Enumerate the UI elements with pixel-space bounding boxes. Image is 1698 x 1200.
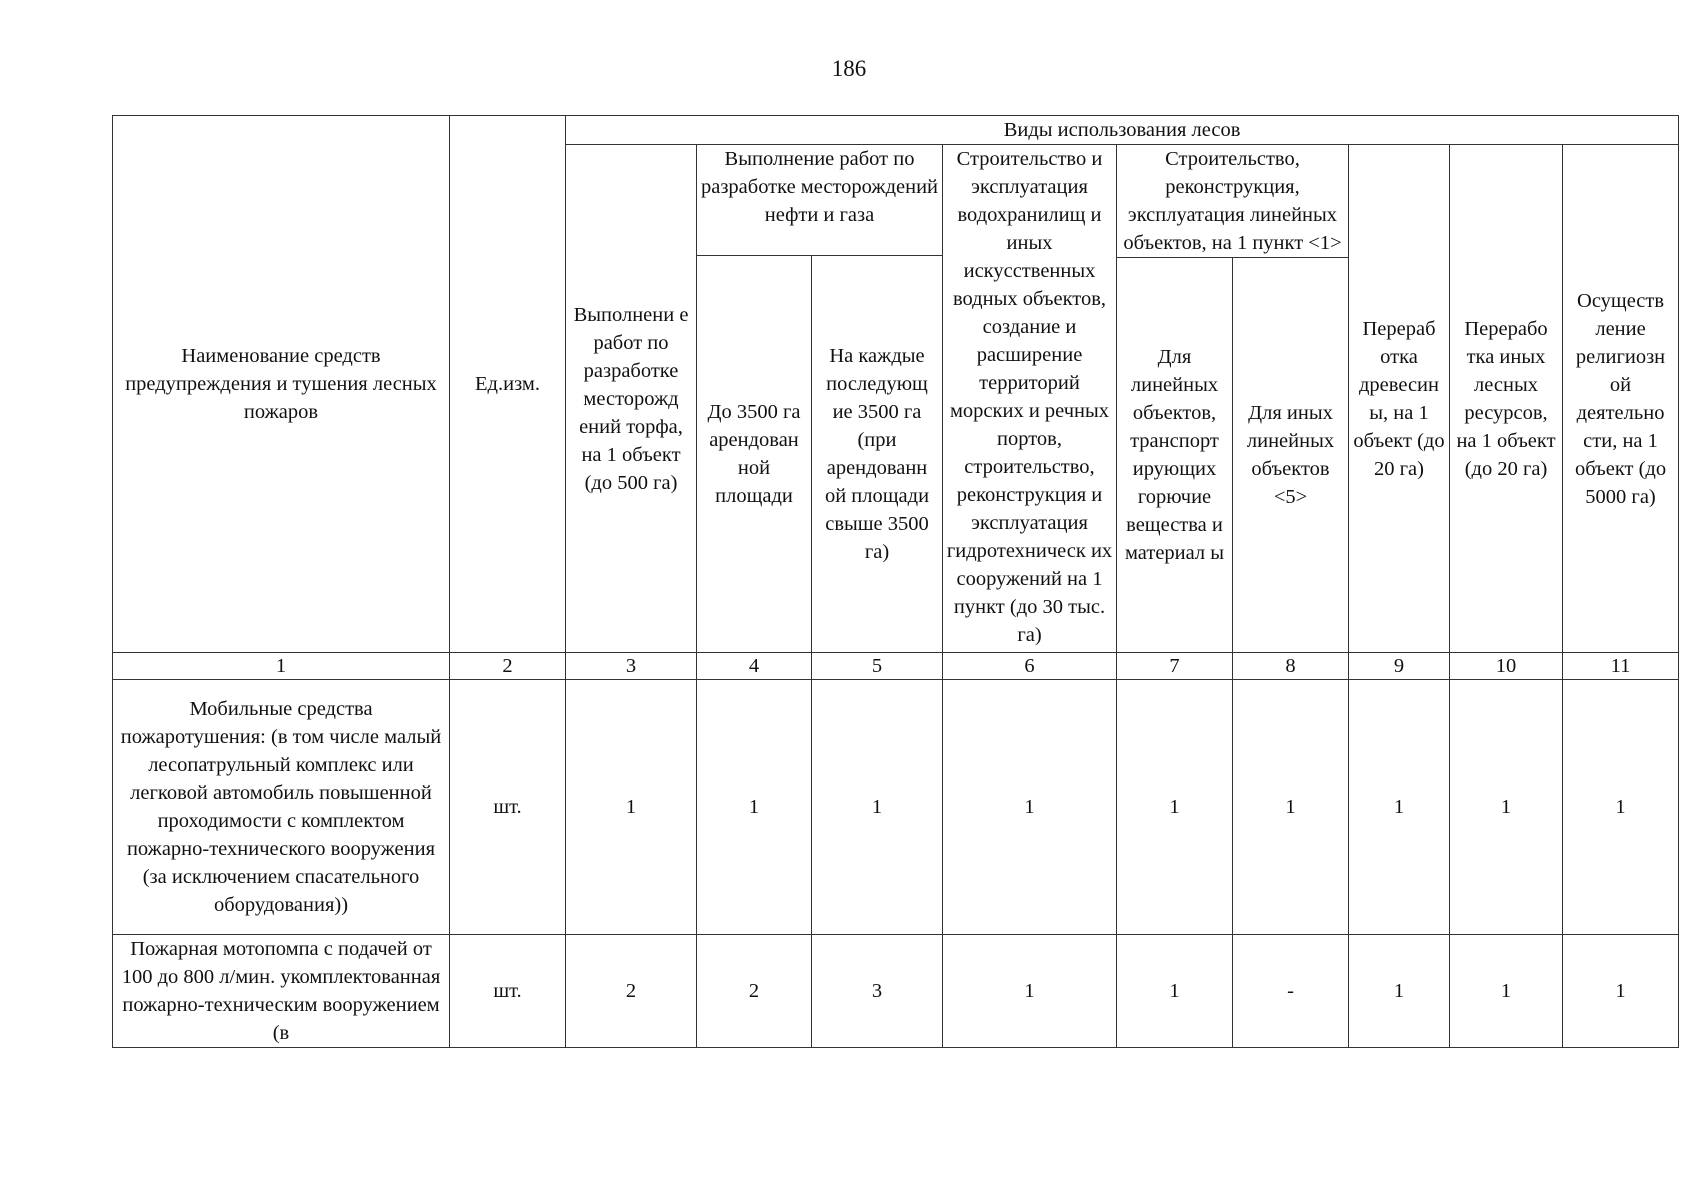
row-name: Мобильные средства пожаротушения: (в том числе малый лесопатрульный комплекс или легковой автомобиль повышенной проходимости с комплектом пожарно-технического вооружения (за исключением спасательного оборудования)) [113,680,450,935]
header-col-5: На каждые последующ ие 3500 га (при арендованн ой площади свыше 3500 га) [812,256,943,653]
row-value: 1 [1563,680,1679,935]
row-value: 1 [1563,935,1679,1048]
row-value: 1 [943,680,1117,935]
row-value: 2 [566,935,697,1048]
column-number: 10 [1450,653,1563,680]
column-number: 9 [1349,653,1450,680]
row-value: 1 [1450,935,1563,1048]
column-number: 2 [450,653,566,680]
row-unit: шт. [450,935,566,1048]
row-value: 2 [697,935,812,1048]
row-value: 1 [943,935,1117,1048]
header-col-name: Наименование средств предупреждения и тушения лесных пожаров [113,116,450,653]
row-value: 1 [1349,680,1450,935]
row-value: 1 [1450,680,1563,935]
row-value: 1 [812,680,943,935]
table-row [113,935,1679,1048]
row-value: 1 [566,680,697,935]
row-value: 3 [812,935,943,1048]
header-linear-group: Строительство, реконструкция, эксплуатация линейных объектов, на 1 пункт <1> [1117,145,1349,258]
column-number: 8 [1233,653,1349,680]
header-col-8: Для иных линейных объектов <5> [1233,258,1349,653]
header-col-9: Перераб отка древесин ы, на 1 объект (до 20 га) [1349,145,1450,653]
header-col-4: До 3500 га арендован ной площади [697,256,812,653]
table-row [113,680,1679,935]
header-col-11: Осуществ ление религиозн ой деятельно сти, на 1 объект (до 5000 га) [1563,145,1679,653]
header-col-10: Перерабо тка иных лесных ресурсов, на 1 объект (до 20 га) [1450,145,1563,653]
column-number: 11 [1563,653,1679,680]
column-number: 3 [566,653,697,680]
row-value: 1 [1349,935,1450,1048]
row-unit: шт. [450,680,566,935]
header-forest-use-group: Виды использования лесов [566,116,1679,145]
header-col-unit: Ед.изм. [450,116,566,653]
column-number-row [113,653,1679,680]
header-oil-gas-group: Выполнение работ по разработке месторождений нефти и газа [697,145,943,256]
column-number: 7 [1117,653,1233,680]
column-number: 1 [113,653,450,680]
header-col-3: Выполнени е работ по разработке месторожд ений торфа, на 1 объект (до 500 га) [566,145,697,653]
row-value: 1 [1233,680,1349,935]
column-number: 6 [943,653,1117,680]
fire-equipment-table [112,115,1679,1048]
row-value: 1 [697,680,812,935]
column-number: 4 [697,653,812,680]
row-value: 1 [1117,680,1233,935]
page-number: 186 [831,56,867,81]
header-col-6: Строительство и эксплуатация водохранилищ и иных искусственных водных объектов, создание и расширение территорий морских и речных портов, строительство, реконструкция и эксплуатация гидротехническ их сооружений на 1 пункт (до 30 тыс. га) [943,145,1117,653]
header-col-7: Для линейных объектов, транспорт ирующих горючие вещества и материал ы [1117,258,1233,653]
row-name: Пожарная мотопомпа с подачей от 100 до 800 л/мин. укомплектованная пожарно-техническим вооружением (в [113,935,450,1048]
header-row-1 [113,116,1679,145]
row-value: - [1233,935,1349,1048]
column-number: 5 [812,653,943,680]
row-value: 1 [1117,935,1233,1048]
